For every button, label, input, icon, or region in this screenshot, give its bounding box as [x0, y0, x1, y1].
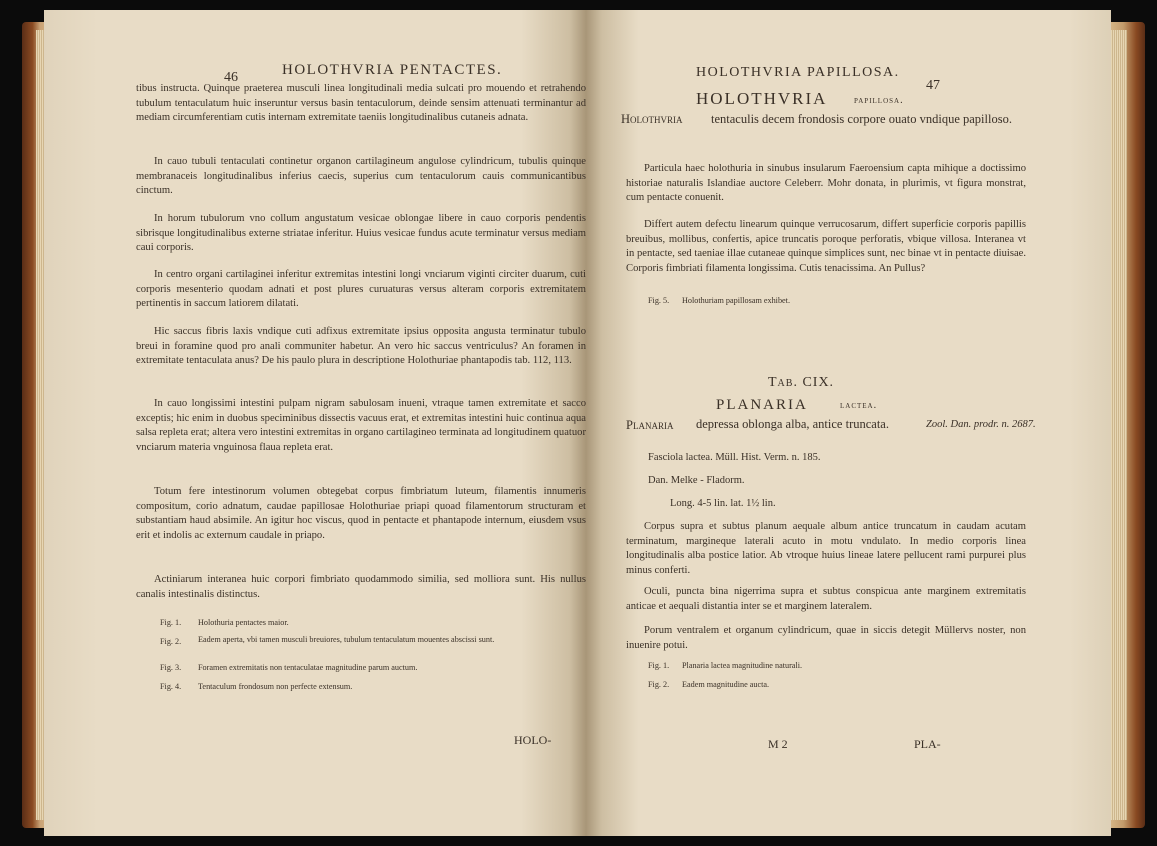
paragraph: Totum fere intestinorum volumen obtegebat corpus fimbriatum luteum, filamentis innumeris compositum, corio adnatum, caudae papillosae Holothuriae priapi quoad filamentorum structuram et substantiam haud absimile. An igitur hoc viscus, quod in pentacte et phantapode internum, eiusdem vsus erit et indolis ac externum caudale in priapo. [136, 486, 586, 541]
paragraph: In centro organi cartilaginei inferitur extremitas intestini longi vnciarum viginti circiter duarum, cuti corporis mesenterio quodam adnati et post plures curuaturas versus alteram corporis extremitatem pertinentis in saccum latiorem dilatati. [136, 269, 586, 310]
synonym: Fasciola lactea. Müll. Hist. Verm. n. 185. [648, 452, 821, 463]
figure-label: Fig. 4. [160, 682, 182, 691]
figure-caption: Tentaculum frondosum non perfecte extensum. [198, 682, 353, 691]
figure-label: Fig. 1. [648, 661, 670, 670]
species-title: HOLOTHVRIA [696, 89, 828, 108]
running-head: HOLOTHVRIA PENTACTES. [282, 62, 503, 78]
figure-caption: Holothuriam papillosam exhibet. [682, 296, 791, 305]
diagnosis-lead: Holothvria [621, 112, 683, 126]
right-page [586, 10, 1111, 836]
paragraph: In cauo tubuli tentaculati continetur organon cartilagineum angulose cylindricum, tubulis quinque membranaceis longitudinalibus inferius caecis, superius cum tentaculorum cauis communicantibus cinctum. [136, 156, 586, 197]
diagnosis: depressa oblonga alba, antice truncata. [696, 417, 889, 431]
figure-label: Fig. 5. [648, 296, 670, 305]
measurement: Long. 4-5 lin. lat. 1½ lin. [670, 498, 776, 509]
plate-label: Tab. CIX. [768, 375, 835, 390]
page-number: 46 [224, 70, 238, 85]
catchword: PLA- [914, 737, 941, 751]
paragraph: Hic saccus fibris laxis vndique cuti adfixus extremitate ipsius opposita angusta terminatur tubulo breui in foramine quod pro anali communiter habetur. An vero hic saccus ventriculus? An foramen in extremitate tentaculata anus? De his paulo plura in descriptione Holothuriae phantapodis tab. 112, 113. [136, 326, 586, 367]
figure-caption: Foramen extremitatis non tentaculatae magnitudine parum auctum. [198, 663, 418, 672]
diagnosis: tentaculis decem frondosis corpore ouato vndique papilloso. [711, 112, 1012, 126]
paragraph: In horum tubulorum vno collum angustatum vesicae oblongae libere in cauo corporis pendentis sibrisque longitudinalibus externe striatae inferitur. Huius vesicae fundus acute terminatur versus mediam caui corporis. [136, 213, 586, 254]
figure-label: Fig. 2. [648, 680, 670, 689]
paragraph: Particula haec holothuria in sinubus insularum Faeroensium capta mihique a doctissimo historiae naturalis Islandiae auctore Celeberr. Mohr donata, in plurimis, vt figura monstrat, cum pentacte conuenit. [626, 163, 1026, 204]
paragraph: Corpus supra et subtus planum aequale album antice truncatum in caudam acutam terminatum, margineque laterali acuto in motu vndulato. In medio corporis linea longitudinalis alba postice latior. Ab vtroque huius lineae latere pellucent rami purpurei plus minus conferti. [626, 521, 1026, 576]
paragraph: Differt autem defectu linearum quinque verrucosarum, differt superficie corporis papillis breuibus, mollibus, confertis, apice truncatis poroque perforatis, vbique villosa. Interanea vt in pentacte, sed taeniae illae cutaneae quinque simplices sunt, nec binae vt in pentacte diuisae. Corporis fimbriati filamenta longissima. Cutis tenacissima. An Pullus? [626, 219, 1026, 274]
species-title: PLANARIA [716, 397, 808, 413]
paragraph: Oculi, puncta bina nigerrima supra et subtus conspicua ante marginem extremitatis anticae et aequali distantia inter se et marginem lateralem. [626, 586, 1026, 612]
right-book-edge [1109, 22, 1145, 828]
page-number: 47 [926, 78, 940, 93]
diagnosis-lead: Planaria [626, 418, 674, 432]
synonym: Dan. Melke - Fladorm. [648, 475, 745, 486]
running-head: HOLOTHVRIA PAPILLOSA. [696, 65, 900, 80]
figure-label: Fig. 2. [160, 637, 182, 646]
figure-label: Fig. 3. [160, 663, 182, 672]
figure-caption: Holothuria pentactes maior. [198, 618, 289, 627]
paragraph: tibus instructa. Quinque praeterea musculi linea longitudinali media sulcati pro mouendo et retrahendo tubulum tentaculatum huic inseruntur versus basin tentaculorum, deinde sensim attenuati terminantur ad mediam circumferentiam cutis internam extremitate taeniis longitudinalibus cutaneis adnata. [136, 83, 586, 124]
catchword: HOLO- [514, 733, 552, 747]
figure-caption: Eadem aperta, vbi tamen musculi breuiores, tubulum tentaculatum mouentes abscissi sunt. [198, 635, 495, 644]
figure-label: Fig. 1. [160, 618, 182, 627]
figure-caption: Eadem magnitudine aucta. [682, 680, 770, 689]
paragraph: In cauo longissimi intestini pulpam nigram sabulosam inueni, vtraque tamen extremitate et sacco exceptis; hic enim in duobus speciminibus dissectis vacuus erat, et extremitas intestini huic continua aqua salsa repleta erat; altera vero intestini extremitas in organo cartilagineo terminata ad longitudinem quatuor vnciarum materia vnguinosa flaua repleta erat. [136, 398, 586, 453]
species-title-subtitle: papillosa. [854, 95, 904, 106]
species-title-subtitle: lactea. [840, 400, 878, 411]
diagnosis-reference: Zool. Dan. prodr. n. 2687. [926, 419, 1036, 430]
paragraph: Actiniarum interanea huic corpori fimbriato quodammodo similia, sed molliora sunt. His nullus canalis intestinalis distinctus. [136, 574, 586, 600]
paragraph: Porum ventralem et organum cylindricum, quae in siccis detegit Müllervs noster, non inuenire potui. [626, 625, 1026, 651]
signature-mark: M 2 [768, 737, 788, 751]
figure-caption: Planaria lactea magnitudine naturali. [682, 661, 803, 670]
left-page [44, 10, 586, 836]
